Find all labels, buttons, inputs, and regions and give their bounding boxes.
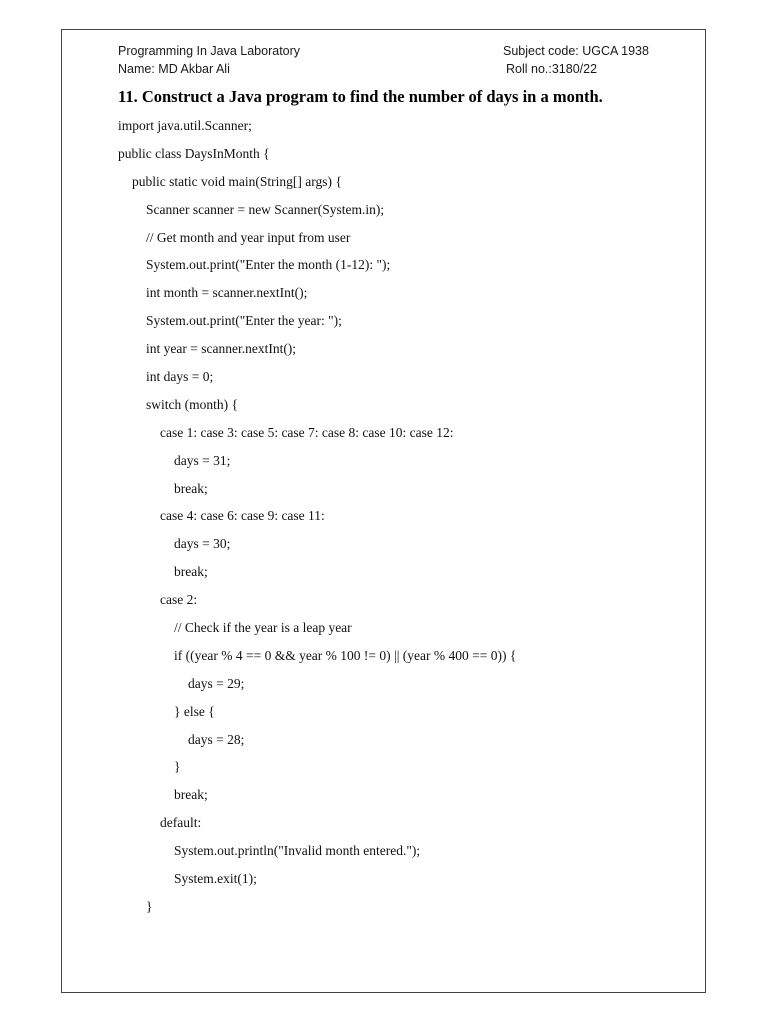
code-line: int year = scanner.nextInt(); <box>146 341 297 357</box>
code-line: days = 28; <box>188 731 245 747</box>
code-line: days = 29; <box>188 675 245 691</box>
code-listing <box>118 115 516 924</box>
code-line: case 2: <box>160 592 198 608</box>
code-line: public class DaysInMonth { <box>118 145 270 161</box>
code-line: import java.util.Scanner; <box>118 118 252 133</box>
code-line: // Get month and year input from user <box>146 229 351 245</box>
code-line: public static void main(String[] args) { <box>132 173 342 189</box>
code-line: break; <box>174 480 208 496</box>
code-line: days = 30; <box>174 536 231 552</box>
code-line: int month = scanner.nextInt(); <box>146 285 308 301</box>
code-line: break; <box>174 564 208 580</box>
code-line: default: <box>160 815 202 831</box>
code-line: System.out.println("Invalid month entered."); <box>174 843 421 859</box>
code-line: days = 31; <box>174 452 231 468</box>
question-title: 11. Construct a Java program to find the number of days in a month. <box>118 87 603 106</box>
code-line: System.out.print("Enter the month (1-12): "); <box>146 257 391 273</box>
code-line: if ((year % 4 == 0 && year % 100 != 0) || (year % 400 == 0)) { <box>174 647 517 663</box>
code-line: // Check if the year is a leap year <box>174 620 352 636</box>
code-line: case 1: case 3: case 5: case 7: case 8: case 10: case 12: <box>160 424 454 440</box>
code-line: System.out.print("Enter the year: "); <box>146 313 342 329</box>
student-name: Name: MD Akbar Ali <box>118 62 230 76</box>
code-line: Scanner scanner = new Scanner(System.in); <box>146 201 385 217</box>
course-name: Programming In Java Laboratory <box>118 44 301 58</box>
code-line: case 4: case 6: case 9: case 11: <box>160 508 325 524</box>
code-line: System.exit(1); <box>174 871 257 887</box>
code-line: break; <box>174 787 208 803</box>
code-line: } else { <box>174 703 215 719</box>
roll-number: Roll no.:3180/22 <box>506 62 598 76</box>
code-line: } <box>174 759 181 775</box>
code-line: } <box>146 898 153 914</box>
subject-code: Subject code: UGCA 1938 <box>503 44 649 58</box>
code-line: int days = 0; <box>146 369 214 385</box>
code-line: switch (month) { <box>146 396 238 412</box>
